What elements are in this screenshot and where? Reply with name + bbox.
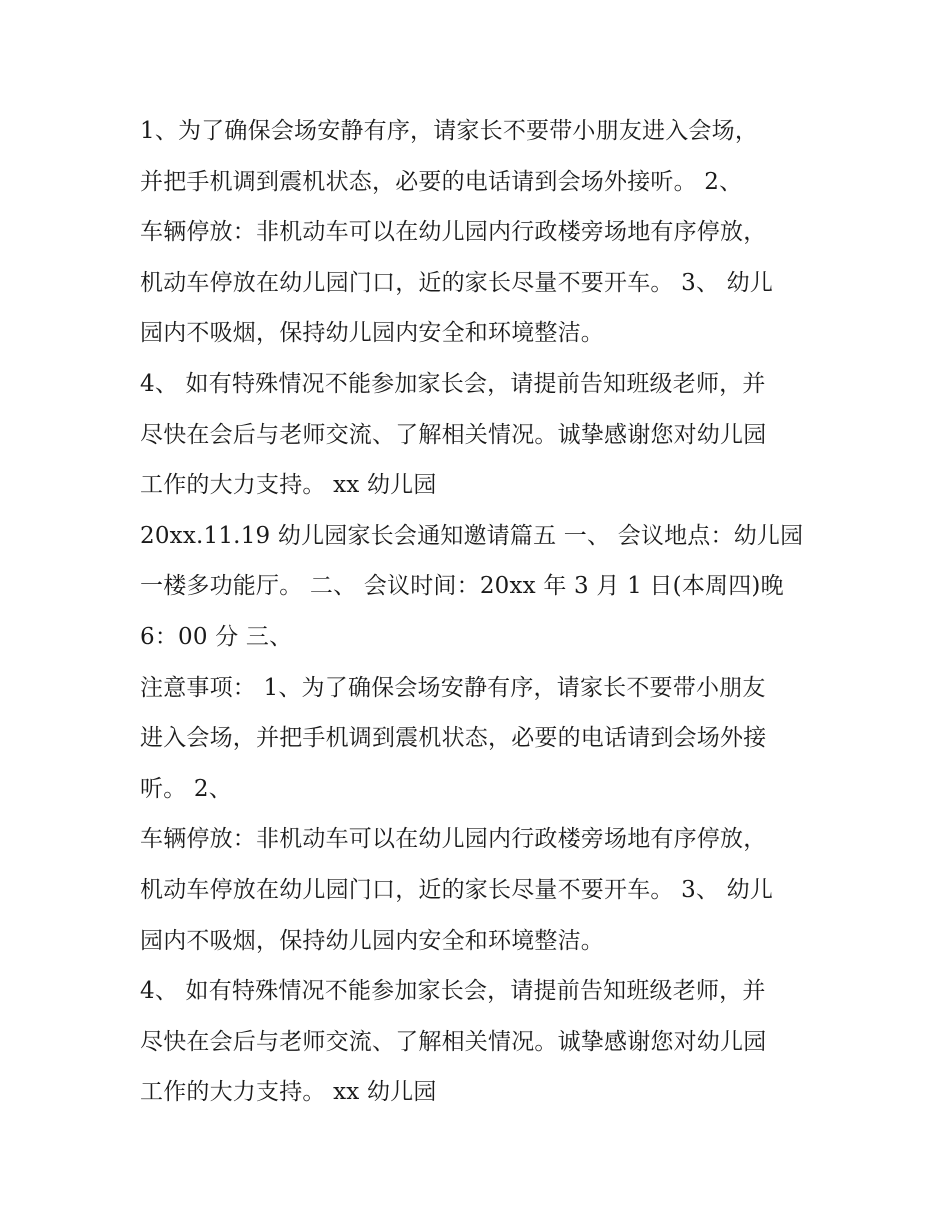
text-line: 园内不吸烟，保持幼儿园内安全和环境整洁。 [140,320,604,347]
document-body [140,106,820,1118]
text-line: 机动车停放在幼儿园门口，近的家长尽量不要开车。 3、 幼儿 [140,269,774,296]
text-line: 4、 如有特殊情况不能参加家长会，请提前告知班级老师，并 [140,978,766,1005]
text-line: 尽快在会后与老师交流、了解相关情况。诚挚感谢您对幼儿园 [140,421,767,448]
text-line: 6：00 分 三、 [140,623,293,650]
text-line: 1、为了确保会场安静有序，请家长不要带小朋友进入会场， [140,118,759,144]
text-line: 车辆停放：非机动车可以在幼儿园内行政楼旁场地有序停放， [140,826,767,853]
text-line: 进入会场，并把手机调到震机状态，必要的电话请到会场外接 [140,725,767,752]
text-line: 一楼多功能厅。 二、 会议时间：20xx 年 3 月 1 日(本周四)晚 [140,573,784,600]
text-line: 注意事项： 1、为了确保会场安静有序，请家长不要带小朋友 [140,674,766,701]
text-line: 4、 如有特殊情况不能参加家长会，请提前告知班级老师，并 [140,370,766,397]
text-line: 机动车停放在幼儿园门口，近的家长尽量不要开车。 3、 幼儿 [140,876,774,903]
text-line: 20xx.11.19 幼儿园家长会通知邀请篇五 一、 会议地点：幼儿园 [140,522,804,549]
text-line: 并把手机调到震机状态，必要的电话请到会场外接听。 2、 [140,168,743,195]
text-line: 尽快在会后与老师交流、了解相关情况。诚挚感谢您对幼儿园 [140,1028,767,1055]
text-line: 工作的大力支持。 xx 幼儿园 [140,472,437,499]
text-line: 园内不吸烟，保持幼儿园内安全和环境整洁。 [140,927,604,954]
text-line: 听。 2、 [140,775,232,802]
text-line: 车辆停放：非机动车可以在幼儿园内行政楼旁场地有序停放， [140,219,767,246]
text-line: 工作的大力支持。 xx 幼儿园 [140,1079,437,1106]
